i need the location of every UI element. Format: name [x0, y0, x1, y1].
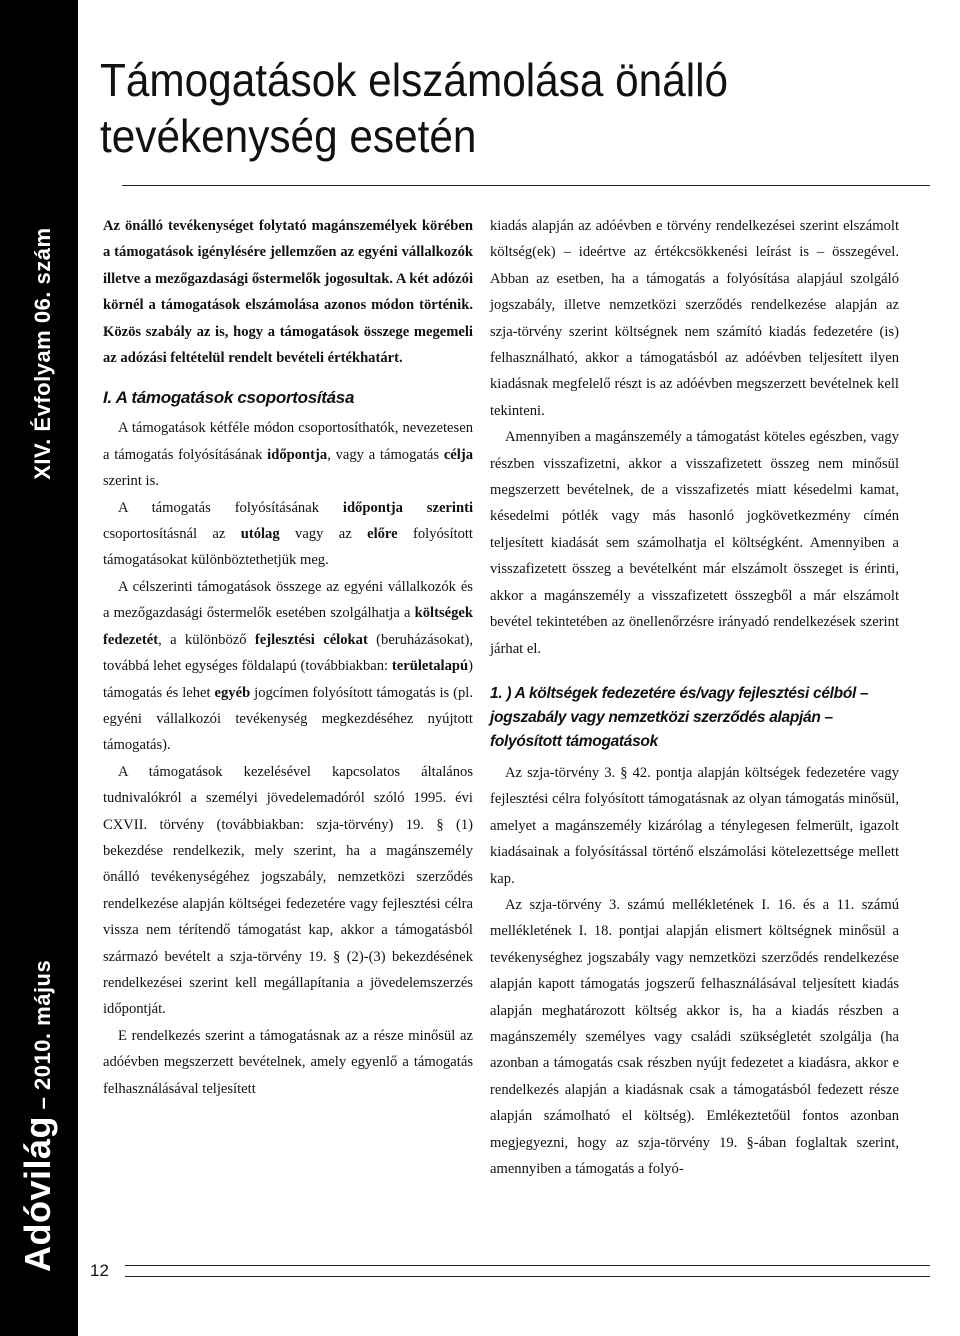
right-column: [490, 213, 899, 1182]
paragraph: A támogatások kezelésével kapcsolatos általános tudnivalókról a személyi jövedelemadóról szóló 1995. évi CXVII. törvény (továbbiakban: szja-törvény) 19. § (1) bekezdése rendelkezik, mely szerint, ha a magánszemély önálló tevékenységéhez jogszabály, nemzetközi szerződés rendelkezése alapján költségei fedezetére vagy fejlesztési célra vissza nem térítendő támogatást kap, akkor a támogatásból származó bevételt a szja-törvény 19. § (2)-(3) bekezdésének rendelkezései szerint kell megállapítania a jövedelemszerzés időpontját.: [103, 763, 473, 1018]
section-heading-1: I. A támogatások csoportosítása: [103, 388, 355, 408]
paragraph: Amennyiben a magánszemély a támogatást köteles egészben, vagy részben visszafizetni, akkor a visszafizetett összeg nem minősül megszerzett bevételnek, de a visszafizetés miatt késedelmi kamat, késedelmi pótlék vagy más hasonló jogkövetkezmény címén teljesített kiadását sem számolhatja el költségként. Amennyiben a visszafizetett összeg a bevételként már elszámolt összeget is érinti, akkor a magánszemély a visszafizetett összegből a már elszámolt bevétel tekintetében az önellenőrzésre irányadó rendelkezések szerint járhat el.: [490, 429, 899, 657]
issue-date: – 2010. május: [30, 959, 55, 1116]
paragraph: Az szja-törvény 3. § 42. pontja alapján költségek fedezetére vagy fejlesztési célra folyósított támogatásnak az olyan támogatás minősül, amelyet a magánszemély kizárólag a ténylegesen felmerült, igazolt kiadásainak a folyósítással történő elszámolási kötelezettsége mellett kap.: [490, 764, 899, 887]
title-line-1: Támogatások elszámolása önálló: [100, 54, 729, 106]
paragraph: A célszerinti támogatások összege az egyéni vállalkozók és a mezőgazdasági őstermelők esetében szolgálhatja a költségek fedezetét, a különböző fejlesztési célokat (beruházásokat), továbbá lehet egységes földalapú (továbbiakban: területalapú) támogatás és lehet egyéb jogcímen folyósított támogatás is (pl. egyéni vállalkozói tevékenység megkezdéséhez nyújtott támogatás).: [103, 578, 474, 754]
footer-rule: [125, 1265, 930, 1277]
title-rule: [122, 185, 930, 186]
paragraph: A támogatás folyósításának időpontja szerinti csoportosításnál az utólag vagy az előre folyósított támogatásokat különböztethetjük meg.: [103, 499, 473, 569]
left-column: [103, 213, 473, 1102]
lead-paragraph: Az önálló tevékenységet folytató magánszemélyek körében a támogatások igénylésére jellemzően az egyéni vállalkozók illetve a mezőgazdasági őstermelők jogosultak. A két adózói körnél a támogatások elszámolása azonos módon történik. Közös szabály az is, hogy a támogatások összege megemeli az adózási feltételül rendelt bevételi értékhatárt.: [103, 218, 473, 367]
paragraph: E rendelkezés szerint a támogatásnak az a része minősül az adóévben megszerzett bevételnek, amely egyenlő a támogatás felhasználásával teljesített: [103, 1027, 473, 1097]
page-number: 12: [90, 1261, 109, 1280]
issue-number: XIV. Évfolyam 06. szám: [30, 227, 55, 480]
paragraph: A támogatások kétféle módon csoportosíthatók, nevezetesen a támogatás folyósításának időpontja, vagy a támogatás célja szerint is.: [103, 420, 473, 490]
paragraph: kiadás alapján az adóévben e törvény rendelkezései szerint elszámolt költség(ek) – ideértve az értékcsökkenési leírást is – összegével. Abban az esetben, ha a támogatás a folyósítása alapjául szolgáló jogszabály, illetve nemzetközi szerződés rendelkezése alapján az szja-törvény szerint költségnek nem számító kiadás fedezetére (is) felhasználható, akkor a támogatásból az adóévben teljesített ilyen kiadásnak megfelelő részt is az adóévben megszerzett bevételnek kell tekinteni.: [490, 218, 899, 419]
sidebar-band: [0, 0, 78, 1336]
magazine-name: Adóvilág: [17, 1115, 58, 1272]
page-title: [100, 52, 854, 164]
section-heading-2: 1. ) A költségek fedezetére és/vagy fejlesztési célból – jogszabály vagy nemzetközi szerződés alapján – folyósított támogatások: [490, 684, 869, 750]
title-line-2: tevékenység esetén: [100, 110, 477, 162]
paragraph: Az szja-törvény 3. számú mellékletének I. 16. és a 11. számú mellékletének I. 18. pontjai alapján elismert költségnek minősül a tevékenységhez jogszabály vagy nemzetközi szerződés rendelkezése alapján kapott támogatás jogszerű felhasználásával teljesített kiadás alapján meghatározott költség akkor is, ha a kiadás részben a magánszemély személyes vagy családi szükségletét szolgálja (ha azonban a támogatás csak részben nyújt fedezetet a kiadásra, akkor e rendelkezés alapján a kiadásnak csak a támogatásból fedezett része alapján számolható el költség). Emlékeztetőül fontos azonban megjegyezni, hogy az szja-törvény 19. §-ában foglaltak szerint, amennyiben a támogatás a folyó-: [490, 896, 899, 1177]
